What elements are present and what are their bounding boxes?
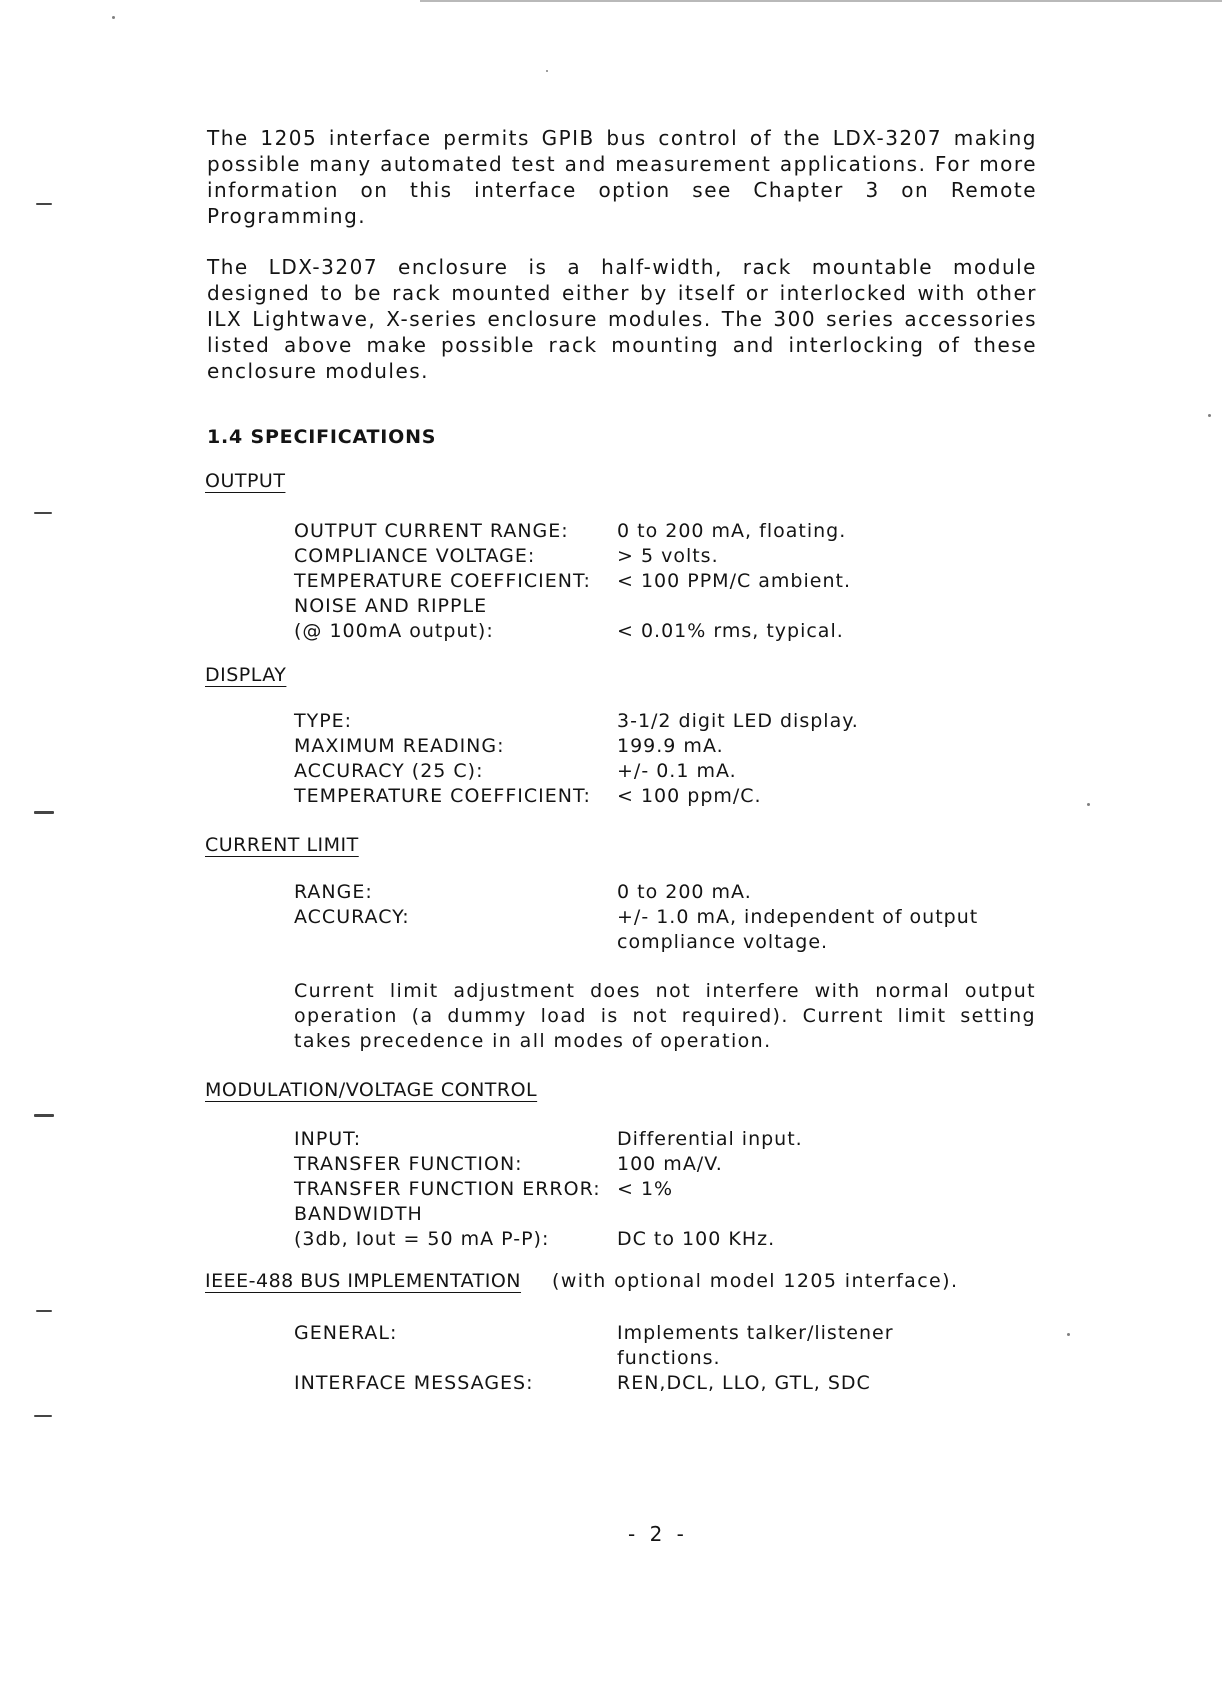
- spec-label: (3db, Iout = 50 mA P-P):: [294, 1228, 550, 1250]
- modulation-spec-list: [294, 1127, 1054, 1252]
- spec-value: REN,DCL, LLO, GTL, SDC: [617, 1372, 871, 1394]
- spec-label: RANGE:: [294, 881, 373, 903]
- spec-label: GENERAL:: [294, 1322, 398, 1344]
- spec-row: [294, 1177, 1054, 1202]
- binder-mark: [36, 203, 52, 205]
- page-number: - 2 -: [628, 1522, 688, 1546]
- spec-value: DC to 100 KHz.: [617, 1228, 776, 1250]
- spec-value: 199.9 mA.: [617, 735, 724, 757]
- spec-row: [294, 594, 1054, 619]
- scan-edge-line: [420, 0, 1222, 2]
- spec-row: [294, 1127, 1054, 1152]
- display-spec-list: [294, 709, 1054, 809]
- scan-speck: [1087, 803, 1090, 806]
- modulation-heading: MODULATION/VOLTAGE CONTROL: [205, 1079, 538, 1101]
- display-heading: DISPLAY: [205, 664, 287, 686]
- spec-value: 3-1/2 digit LED display.: [617, 710, 859, 732]
- spec-label: TRANSFER FUNCTION:: [294, 1153, 523, 1175]
- scan-speck: [112, 16, 115, 19]
- spec-label: INPUT:: [294, 1128, 362, 1150]
- binder-mark: [34, 512, 52, 514]
- spec-label: BANDWIDTH: [294, 1203, 423, 1225]
- intro-paragraph-1: The 1205 interface permits GPIB bus control of the LDX-3207 making possible many automated test and measurement applications. For more information on this interface option see Chapter 3 on Remote Programming.: [207, 126, 1037, 228]
- spec-label: TEMPERATURE COEFFICIENT:: [294, 570, 591, 592]
- spec-row: [294, 1321, 1054, 1371]
- spec-label: OUTPUT CURRENT RANGE:: [294, 520, 569, 542]
- spec-row: [294, 1202, 1054, 1227]
- current-limit-heading: CURRENT LIMIT: [205, 834, 359, 856]
- spec-value: [617, 1202, 1054, 1227]
- spec-label: ACCURACY (25 C):: [294, 760, 484, 782]
- spec-row: [294, 569, 1054, 594]
- spec-row: [294, 905, 1054, 955]
- spec-label: (@ 100mA output):: [294, 620, 494, 642]
- spec-label: NOISE AND RIPPLE: [294, 595, 488, 617]
- spec-row: [294, 880, 1054, 905]
- spec-label: ACCURACY:: [294, 906, 410, 928]
- spec-row: [294, 734, 1054, 759]
- scan-speck: [546, 70, 548, 72]
- spec-row: [294, 1152, 1054, 1177]
- spec-label: COMPLIANCE VOLTAGE:: [294, 545, 536, 567]
- spec-label: TEMPERATURE COEFFICIENT:: [294, 785, 591, 807]
- ieee-heading: IEEE-488 BUS IMPLEMENTATION: [205, 1270, 522, 1292]
- current-limit-spec-list: [294, 880, 1054, 955]
- spec-value: +/- 1.0 mA, independent of output compliance voltage.: [617, 906, 979, 953]
- spec-value: < 1%: [617, 1178, 674, 1200]
- spec-value: > 5 volts.: [617, 545, 719, 567]
- spec-value: < 0.01% rms, typical.: [617, 620, 844, 642]
- spec-row: [294, 519, 1054, 544]
- spec-row: [294, 619, 1054, 644]
- scan-speck: [1067, 1333, 1070, 1336]
- spec-value: Implements talker/listener functions.: [617, 1322, 894, 1369]
- spec-row: [294, 1227, 1054, 1252]
- binder-mark: [36, 1310, 52, 1312]
- spec-value: [617, 594, 1054, 619]
- spec-value: +/- 0.1 mA.: [617, 760, 737, 782]
- binder-mark: [34, 811, 54, 814]
- spec-label: INTERFACE MESSAGES:: [294, 1372, 534, 1394]
- spec-value: 100 mA/V.: [617, 1153, 723, 1175]
- intro-paragraph-2: The LDX-3207 enclosure is a half-width, rack mountable module designed to be rack mounted either by itself or interlocked with other ILX Lightwave, X-series enclosure modules. The 300 series accessories listed above make possible rack mounting and interlocking of these enclosure modules.: [207, 255, 1037, 383]
- spec-row: [294, 759, 1054, 784]
- output-heading: OUTPUT: [205, 470, 286, 492]
- spec-value: 0 to 200 mA, floating.: [617, 520, 847, 542]
- output-spec-list: [294, 519, 1054, 644]
- spec-value: Differential input.: [617, 1128, 803, 1150]
- spec-label: MAXIMUM READING:: [294, 735, 505, 757]
- spec-row: [294, 1371, 1054, 1396]
- section-title: 1.4 SPECIFICATIONS: [207, 426, 437, 448]
- ieee-heading-note: (with optional model 1205 interface).: [552, 1270, 959, 1292]
- binder-mark: [34, 1415, 52, 1417]
- spec-row: [294, 544, 1054, 569]
- spec-label: TYPE:: [294, 710, 353, 732]
- current-limit-note: Current limit adjustment does not interfere with normal output operation (a dummy load is not required). Current limit setting takes precedence in all modes of operation.: [294, 980, 1036, 1052]
- spec-label: TRANSFER FUNCTION ERROR:: [294, 1178, 601, 1200]
- binder-mark: [34, 1114, 54, 1117]
- scan-speck: [1208, 414, 1211, 417]
- spec-value: < 100 PPM/C ambient.: [617, 570, 851, 592]
- spec-value: < 100 ppm/C.: [617, 785, 762, 807]
- spec-row: [294, 709, 1054, 734]
- spec-value: 0 to 200 mA.: [617, 881, 752, 903]
- spec-row: [294, 784, 1054, 809]
- ieee-spec-list: [294, 1321, 1054, 1396]
